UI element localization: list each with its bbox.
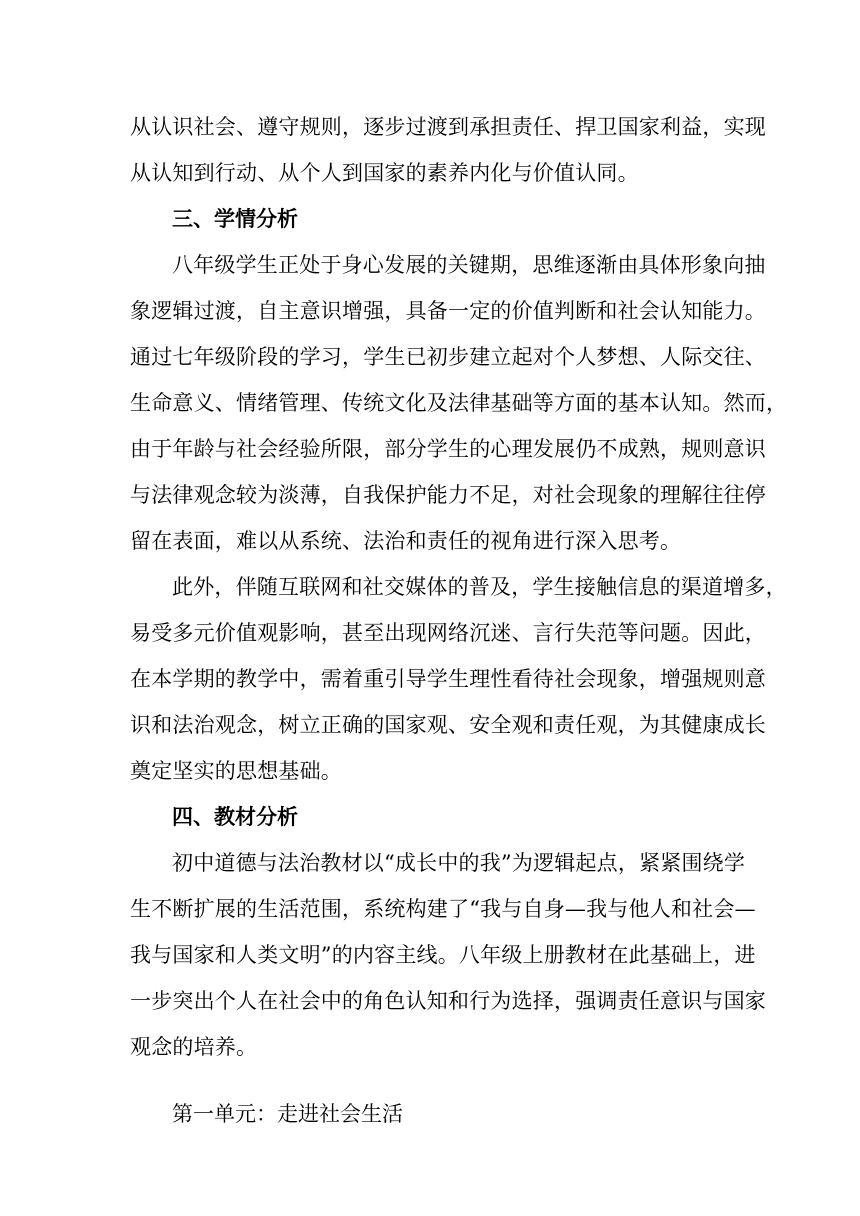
section-heading-learning-analysis: 三、学情分析 <box>172 207 298 231</box>
section-heading-textbook-analysis: 四、教材分析 <box>172 805 298 829</box>
text-line: 奠定坚实的思想基础。 <box>130 759 342 783</box>
text-line: 初中道德与法治教材以“成长中的我”为逻辑起点，紧紧围绕学 <box>172 851 746 875</box>
text-line: 一步突出个人在社会中的角色认知和行为选择，强调责任意识与国家 <box>130 989 766 1013</box>
text-line: 留在表面，难以从系统、法治和责任的视角进行深入思考。 <box>130 529 682 553</box>
text-line: 从认识社会、遵守规则，逐步过渡到承担责任、捍卫国家利益，实现 <box>130 115 766 139</box>
text-line: 此外，伴随互联网和社交媒体的普及，学生接触信息的渠道增多， <box>172 575 787 599</box>
text-line: 八年级学生正处于身心发展的关键期，思维逐渐由具体形象向抽 <box>172 253 766 277</box>
text-line: 生命意义、情绪管理、传统文化及法律基础等方面的基本认知。然而， <box>130 391 788 415</box>
text-line: 与法律观念较为淡薄，自我保护能力不足，对社会现象的理解往往停 <box>130 483 766 507</box>
text-line: 识和法治观念，树立正确的国家观、安全观和责任观，为其健康成长 <box>130 713 766 737</box>
text-line: 生不断扩展的生活范围，系统构建了“我与自身—我与他人和社会— <box>130 897 756 921</box>
text-line: 易受多元价值观影响，甚至出现网络沉迷、言行失范等问题。因此， <box>130 621 766 645</box>
unit-title: 第一单元：走进社会生活 <box>172 1102 403 1126</box>
text-line: 由于年龄与社会经验所限，部分学生的心理发展仍不成熟，规则意识 <box>130 437 766 461</box>
text-line: 从认知到行动、从个人到国家的素养内化与价值认同。 <box>130 161 639 185</box>
text-line: 象逻辑过渡，自主意识增强，具备一定的价值判断和社会认知能力。 <box>130 299 766 323</box>
text-line: 在本学期的教学中，需着重引导学生理性看待社会现象，增强规则意 <box>130 667 766 691</box>
text-line: 我与国家和人类文明”的内容主线。八年级上册教材在此基础上，进 <box>130 943 756 967</box>
text-line: 通过七年级阶段的学习，学生已初步建立起对个人梦想、人际交往、 <box>130 345 766 369</box>
text-line: 观念的培养。 <box>130 1035 258 1059</box>
